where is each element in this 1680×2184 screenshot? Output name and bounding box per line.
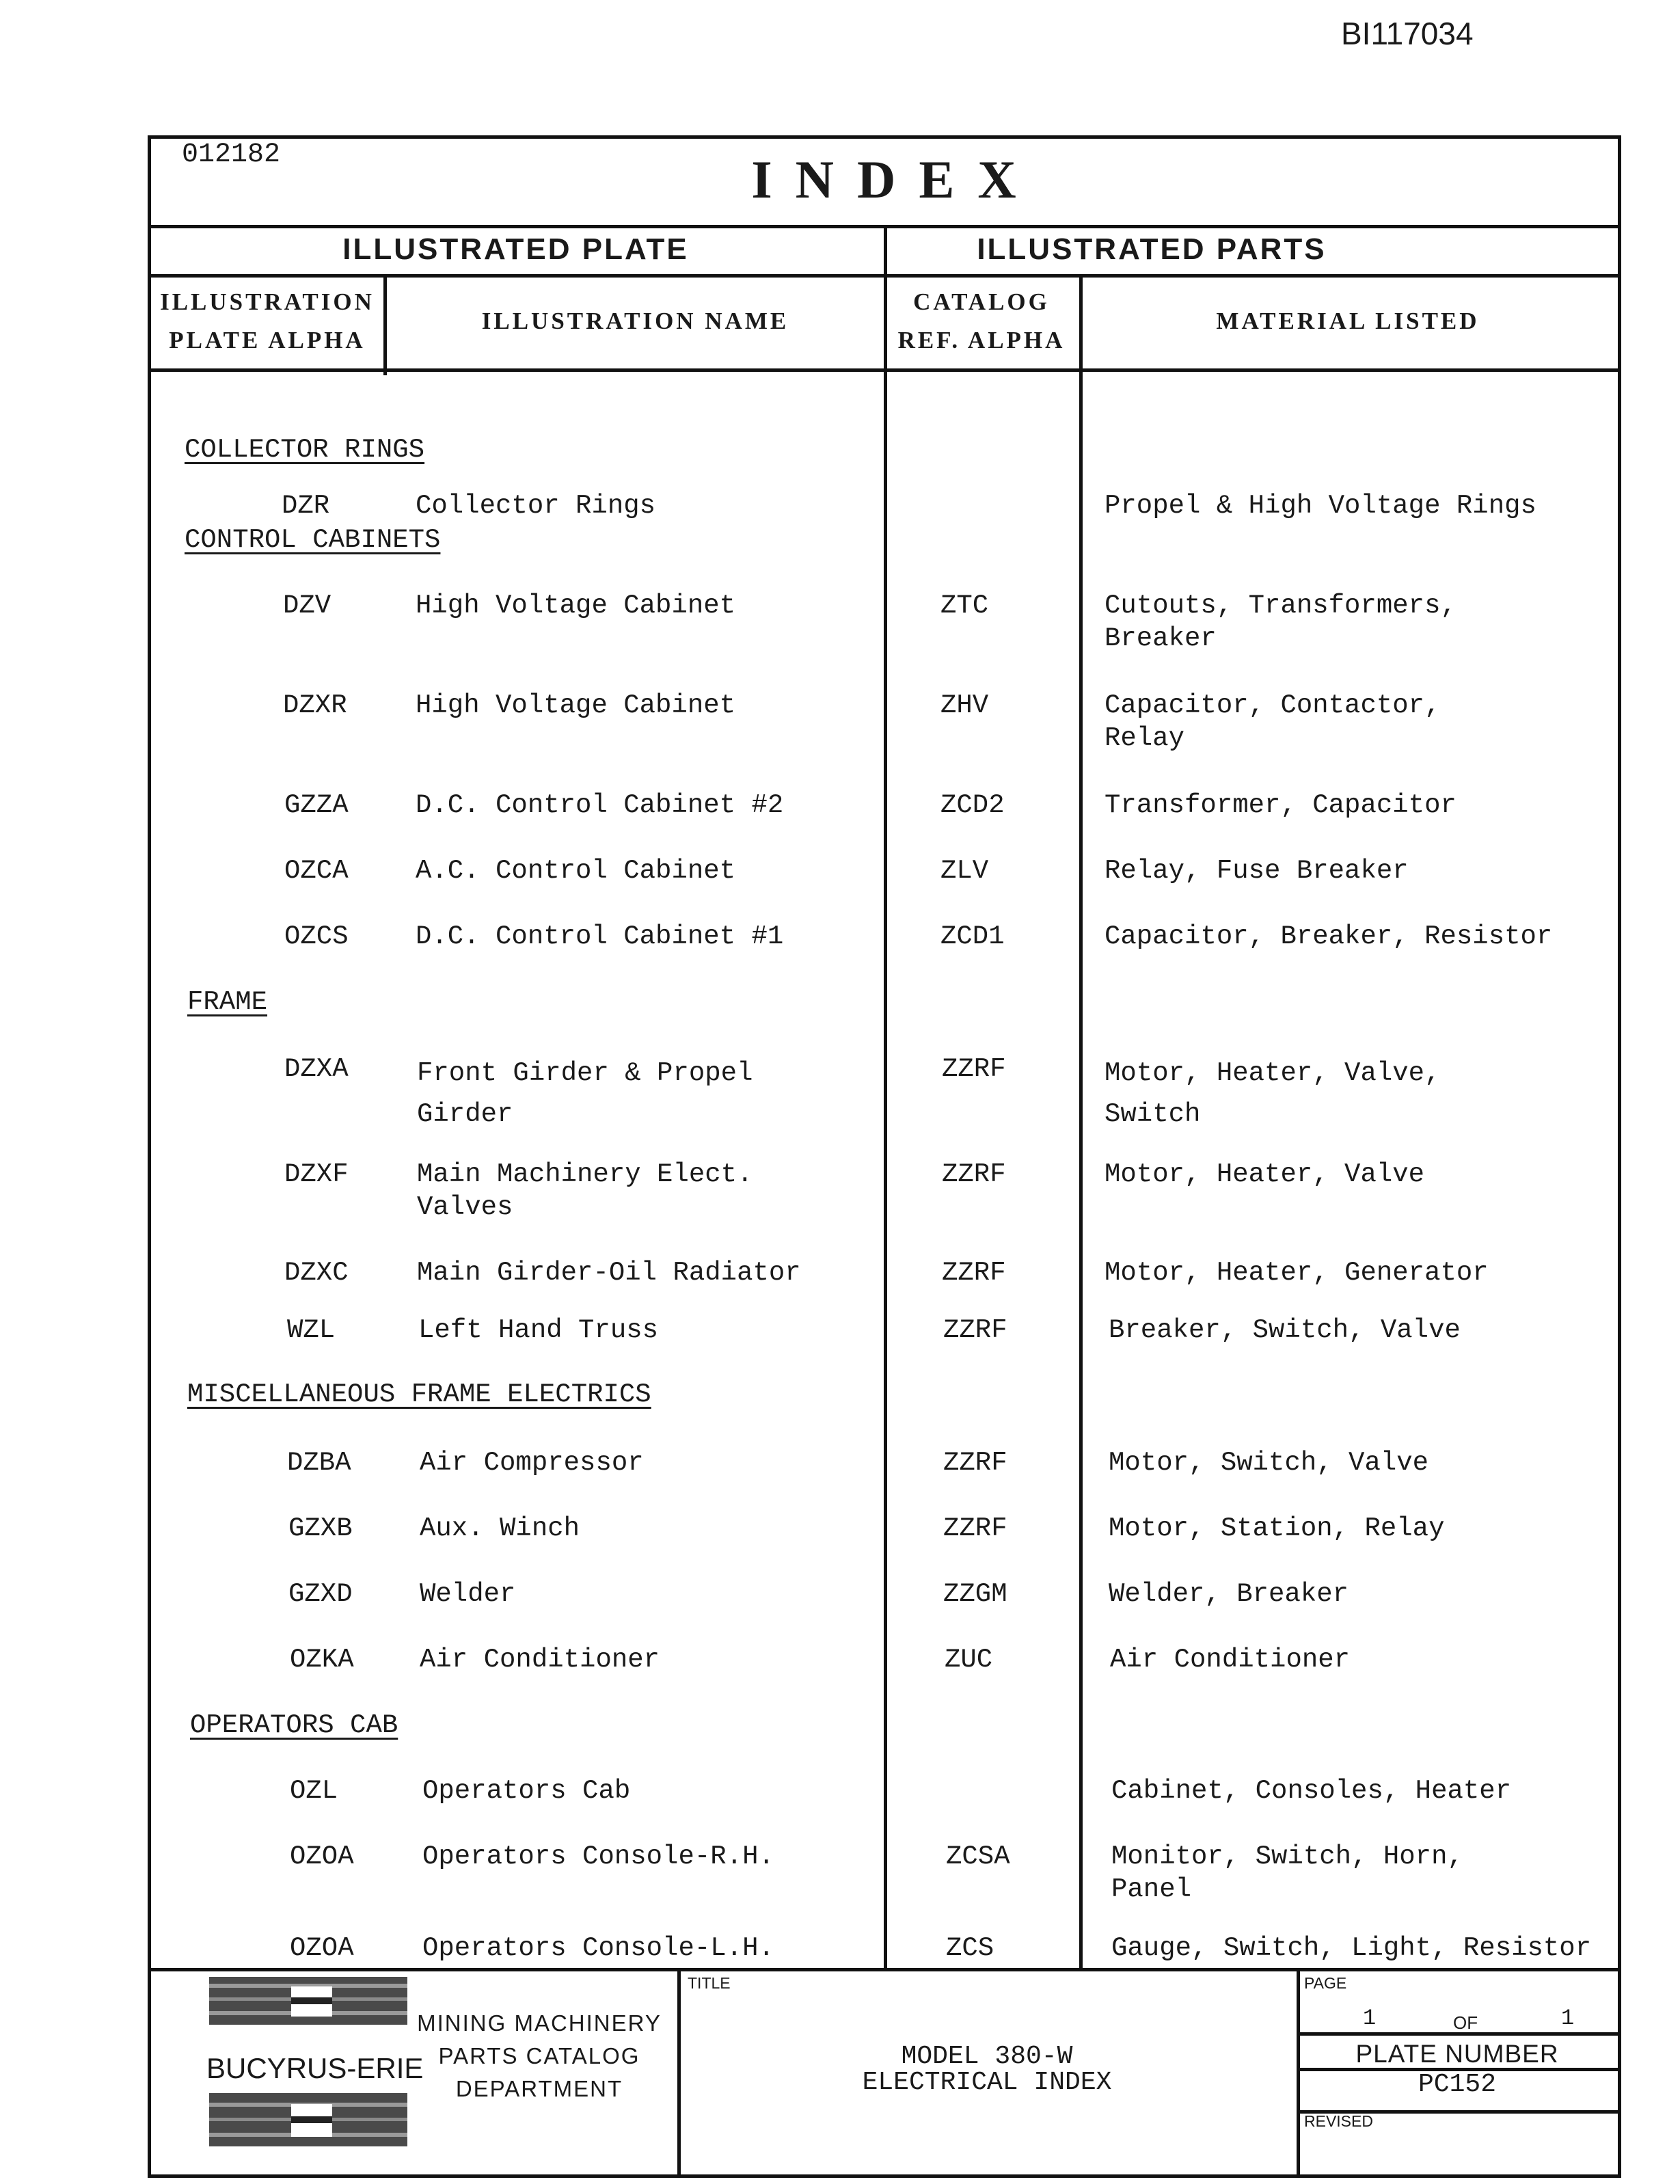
material-listed: Welder, Breaker [1109,1579,1349,1609]
department-name [413,2007,666,2105]
illustration-name: Welder [420,1579,516,1609]
column-header-catalog [884,283,1079,360]
illustration-name [417,1158,753,1224]
material-line: Cutouts, Transformers, [1105,591,1457,621]
material-listed: Motor, Station, Relay [1109,1513,1445,1543]
plate-alpha: GZZA [284,790,349,820]
catalog-ref: ZCSA [946,1842,1010,1872]
category-heading: OPERATORS CAB [190,1710,398,1740]
illustration-name: Air Compressor [420,1448,644,1478]
catalog-ref: ZCS [946,1933,994,1963]
plate-alpha: OZOA [290,1933,354,1963]
material-listed [1105,1053,1440,1135]
catalog-ref: ZZRF [942,1258,1006,1288]
material-line: Monitor, Switch, Horn, [1111,1842,1463,1872]
catalog-ref: ZUC [945,1645,993,1675]
page-of-label: OF [1453,2012,1478,2033]
divider [884,225,887,1968]
plate-alpha: DZBA [287,1448,351,1478]
column-header-name: ILLUSTRATION NAME [481,308,789,334]
illustration-name: Operators Console-R.H. [422,1842,774,1872]
material-listed: Propel & High Voltage Rings [1105,491,1536,521]
plate-number-label: PLATE NUMBER [1355,2040,1559,2068]
illustration-name: D.C. Control Cabinet #1 [416,921,784,952]
material-listed: Motor, Heater, Generator [1105,1258,1489,1288]
plate-alpha: OZKA [290,1645,354,1675]
section-header-right: ILLUSTRATED PARTS [977,232,1327,266]
department-line: MINING MACHINERY [417,2010,662,2036]
material-listed [1105,689,1440,755]
illustration-name: Collector Rings [416,491,656,521]
column-header-plate-alpha [151,283,383,360]
catalog-ref: ZZRF [943,1448,1007,1478]
category-heading: FRAME [187,987,268,1017]
plate-alpha: DZV [283,591,331,621]
catalog-ref: ZHV [940,690,989,720]
divider [1079,274,1083,1968]
catalog-ref: ZCD2 [940,790,1005,820]
column-header-line: ILLUSTRATION [160,288,375,315]
page-title: INDEX [751,150,1040,209]
title-label: TITLE [688,1974,731,1992]
name-line: Girder [417,1099,513,1129]
material-listed: Relay, Fuse Breaker [1105,856,1409,886]
column-header-line: PLATE ALPHA [169,327,366,353]
illustration-name: Aux. Winch [420,1513,580,1543]
category-heading: MISCELLANEOUS FRAME ELECTRICS [187,1379,651,1410]
material-listed: Cabinet, Consoles, Heater [1111,1776,1512,1806]
plate-alpha: DZXR [283,690,347,720]
revised-label: REVISED [1304,2112,1373,2130]
department-line: DEPARTMENT [455,2076,623,2101]
plate-alpha: DZR [282,491,330,521]
catalog-ref: ZCD1 [940,921,1005,952]
illustration-name: Air Conditioner [420,1645,660,1675]
reference-number: 012182 [182,139,281,170]
plate-alpha: DZXF [284,1159,349,1189]
material-listed: Motor, Heater, Valve [1105,1159,1425,1189]
plate-alpha: OZOA [290,1842,354,1872]
illustration-name [417,1053,753,1135]
plate-alpha: GZXB [288,1513,353,1543]
material-listed: Motor, Switch, Valve [1109,1448,1429,1478]
category-heading: COLLECTOR RINGS [185,435,425,465]
department-line: PARTS CATALOG [438,2043,640,2068]
name-line: Front Girder & Propel [417,1058,753,1088]
catalog-ref: ZZGM [943,1579,1007,1609]
catalog-ref: ZTC [940,591,989,621]
page-label: PAGE [1304,1974,1347,1992]
illustration-name: Left Hand Truss [418,1315,659,1345]
plate-alpha: OZL [290,1776,338,1806]
material-listed [1111,1840,1463,1906]
column-header-line: REF. ALPHA [897,327,1066,353]
plate-alpha: OZCS [284,921,349,952]
illustration-name: Operators Cab [422,1776,631,1806]
material-listed: Breaker, Switch, Valve [1109,1315,1461,1345]
illustration-name: A.C. Control Cabinet [416,856,736,886]
material-listed: Transformer, Capacitor [1105,790,1457,820]
section-header-left: ILLUSTRATED PLATE [342,232,689,266]
material-listed: Air Conditioner [1110,1645,1351,1675]
catalog-ref: ZZRF [943,1513,1007,1543]
document-title [677,2044,1297,2096]
material-line: Breaker [1105,623,1217,653]
plate-alpha: WZL [287,1315,336,1345]
plate-alpha: OZCA [284,856,349,886]
column-header-line: CATALOG [913,288,1050,315]
name-line: Valves [417,1192,513,1222]
material-line: Panel [1111,1874,1192,1904]
category-heading: CONTROL CABINETS [185,525,441,555]
document-id: BI117034 [1341,16,1474,51]
page-number: 1 [1363,2006,1377,2031]
catalog-ref: ZZRF [943,1315,1007,1345]
illustration-name: Main Girder-Oil Radiator [417,1258,801,1288]
title-line: ELECTRICAL INDEX [862,2068,1112,2097]
plate-alpha: DZXA [284,1054,349,1084]
material-listed: Gauge, Switch, Light, Resistor [1111,1933,1592,1963]
material-line: Switch [1105,1099,1201,1129]
catalog-ref: ZZRF [942,1054,1006,1084]
illustration-name: High Voltage Cabinet [416,690,736,720]
plate-alpha: DZXC [284,1258,349,1288]
illustration-name: High Voltage Cabinet [416,591,736,621]
plate-number: PC152 [1418,2070,1497,2099]
catalog-ref: ZZRF [942,1159,1006,1189]
material-line: Motor, Heater, Valve, [1105,1058,1441,1088]
plate-alpha: GZXD [288,1579,353,1609]
company-logo-top [209,1977,407,2025]
divider [151,1968,1618,1971]
illustration-name: D.C. Control Cabinet #2 [416,790,784,820]
company-logo-bottom [209,2093,407,2146]
column-header-material: MATERIAL LISTED [1216,308,1480,334]
page-total: 1 [1561,2006,1575,2031]
name-line: Main Machinery Elect. [417,1159,753,1189]
company-name: BUCYRUS-ERIE [206,2052,424,2084]
material-line: Relay [1105,723,1185,753]
illustration-name: Operators Console-L.H. [422,1933,774,1963]
material-listed: Capacitor, Breaker, Resistor [1105,921,1553,952]
material-listed [1105,589,1457,655]
material-line: Capacitor, Contactor, [1105,690,1441,720]
title-line: MODEL 380-W [901,2042,1073,2071]
catalog-ref: ZLV [940,856,989,886]
